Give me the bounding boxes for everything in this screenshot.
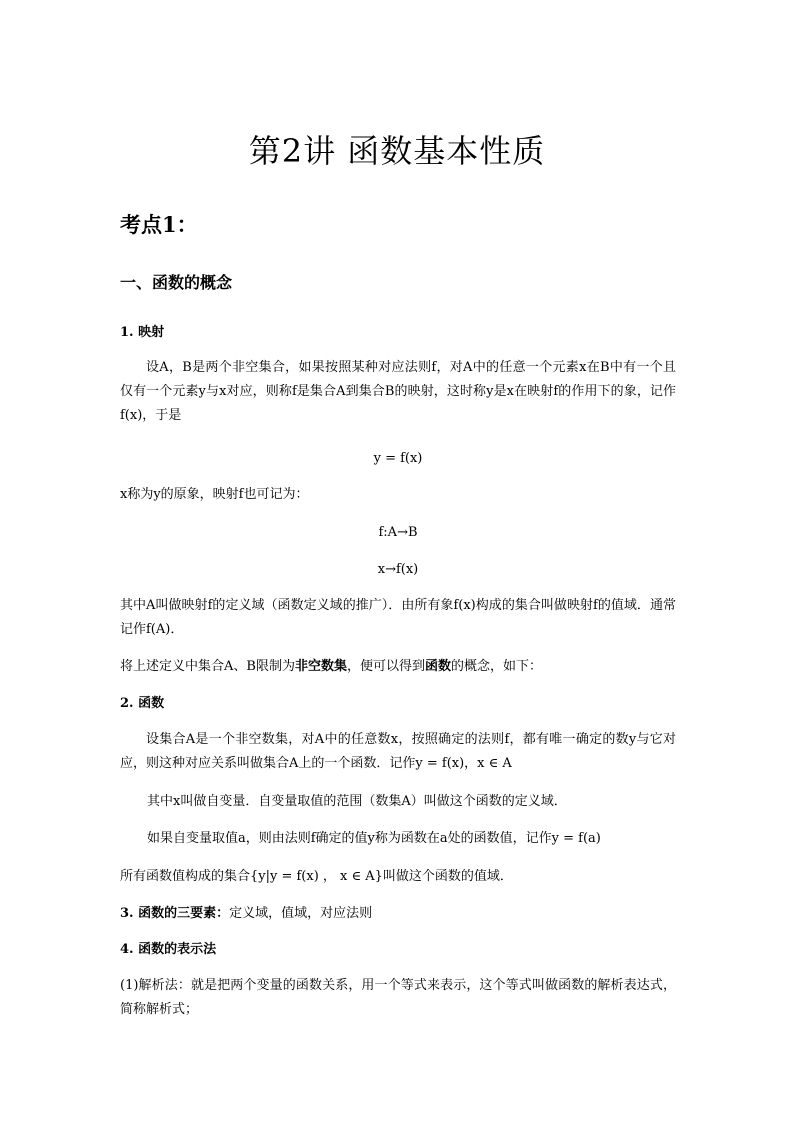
domain-range-paragraph: 其中A叫做映射f的定义域（函数定义域的推广）．由所有象f(x)构成的集合叫做映射f的值域．通常记作f(A)． — [120, 598, 676, 637]
mapping-heading: 1. 映射 — [120, 325, 165, 340]
formula-x-to-fx: x→f(x) — [377, 562, 419, 577]
three-elements-text: 定义域，值域，对应法则 — [229, 906, 373, 921]
transition-text-a: 将上述定义中集合A、B限制为 — [120, 659, 295, 674]
formula-y-equals-fx: y = f(x) — [373, 451, 423, 466]
section-heading-function-concept: 一、函数的概念 — [120, 273, 233, 292]
page-title: 第2讲 函数基本性质 — [248, 132, 546, 170]
range-set-paragraph: 所有函数值构成的集合{y|y = f(x) ， x ∈ A}叫做这个函数的值域． — [120, 869, 513, 884]
kaodian-heading: 考点1： — [120, 212, 198, 237]
transition-text-c: ，便可以得到 — [346, 659, 425, 674]
independent-variable-paragraph: 其中x叫做自变量．自变量取值的范围（数集A）叫做这个函数的定义域． — [147, 794, 567, 809]
analytic-method-paragraph: (1)解析法：就是把两个变量的函数关系，用一个等式来表示，这个等式叫做函数的解析表达式，简称解析式； — [120, 978, 676, 1017]
transition-text-bold-function: 函数 — [424, 659, 451, 674]
three-elements-heading: 3. 函数的三要素： — [120, 906, 230, 921]
function-definition-paragraph: 设集合A是一个非空数集，对A中的任意数x，按照确定的法则f，都有唯一确定的数y与它对应，则这种对应关系叫做集合A上的一个函数．记作y = f(x)，x ∈ A — [120, 732, 676, 771]
preimage-paragraph: x称为y的原象，映射f也可记为： — [120, 487, 309, 502]
three-elements-line — [120, 904, 676, 924]
transition-text-e: 的概念，如下： — [451, 659, 543, 674]
transition-paragraph — [120, 657, 676, 677]
mapping-definition-paragraph: 设A，B是两个非空集合，如果按照某种对应法则f，对A中的任意一个元素x在B中有一个且仅有一个元素y与x对应，则称f是集合A到集合B的映射，这时称y是x在映射f的作用下的象，记作f(x)，于是 — [120, 360, 676, 423]
representation-heading: 4. 函数的表示法 — [120, 942, 217, 957]
formula-f-a-to-b: f:A→B — [378, 525, 418, 540]
function-heading: 2. 函数 — [120, 696, 165, 711]
transition-text-bold-nonempty-set: 非空数集 — [294, 659, 347, 674]
function-value-paragraph: 如果自变量取值a，则由法则f确定的值y称为函数在a处的函数值，记作y = f(a) — [147, 831, 601, 846]
